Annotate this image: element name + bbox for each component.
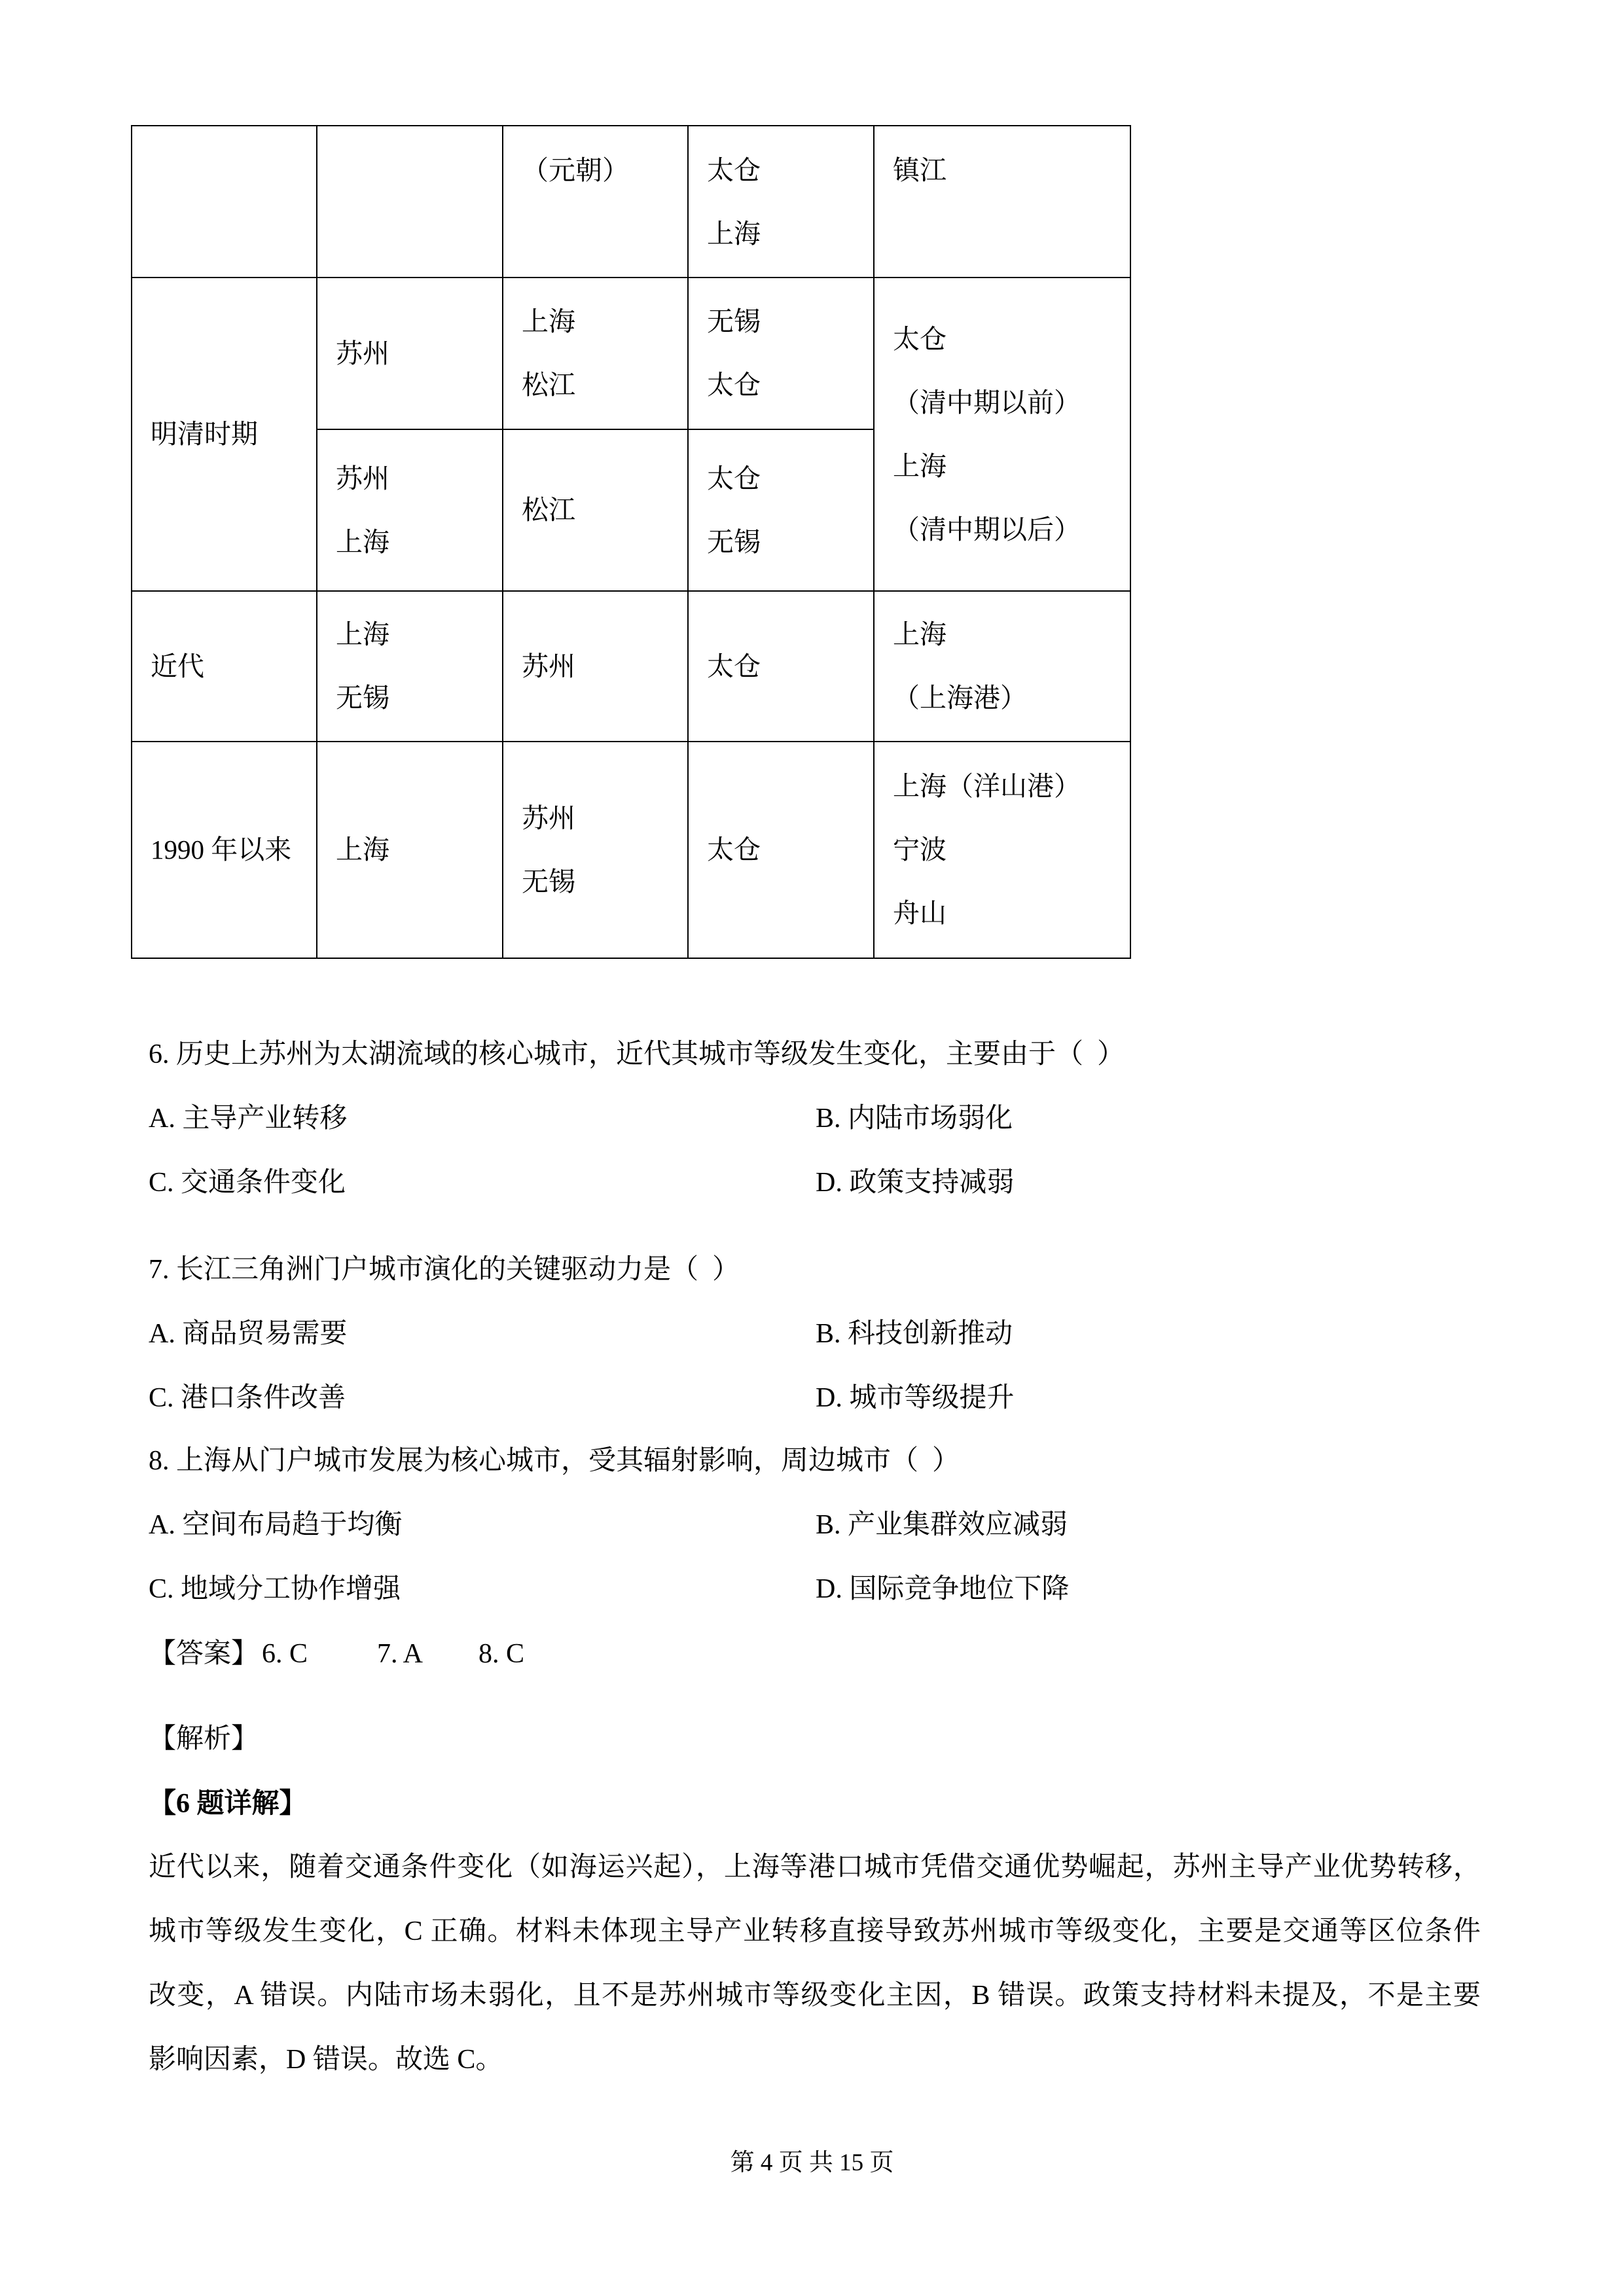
- table-row: [132, 278, 1130, 429]
- options-row: [149, 1086, 1484, 1151]
- cell-empty: [317, 126, 503, 278]
- cell-period: [132, 742, 317, 958]
- option-c: C. 港口条件改善: [149, 1383, 346, 1413]
- question-stem: 6. 历史上苏州为太湖流域的核心城市，近代其城市等级发生变化，主要由于（ ）: [149, 1039, 1125, 1069]
- city-evolution-table: [131, 125, 1131, 959]
- option-a: A. 主导产业转移: [149, 1103, 348, 1134]
- cell-line: 太仓: [707, 155, 761, 185]
- option-d: D. 城市等级提升: [816, 1383, 1015, 1413]
- paragraph-line: 城市等级发生变化，C 正确。材料未体现主导产业转移直接导致苏州城市等级变化，主要是交通等区位条件: [149, 1916, 1481, 1946]
- cell-line: 上海: [707, 219, 761, 249]
- cell-line: 上海: [893, 450, 947, 481]
- answer-item: 7. A: [377, 1639, 424, 1669]
- cell-line: （清中期以前）: [893, 387, 1081, 418]
- table-cell: [874, 591, 1130, 742]
- cell-line: 舟山: [893, 898, 947, 928]
- option-c: C. 交通条件变化: [149, 1168, 346, 1198]
- table-cell: [503, 278, 688, 429]
- cell-line: 无锡: [707, 526, 761, 557]
- options-row: [149, 1302, 1484, 1366]
- analysis-sub-label: 【6 题详解】: [149, 1789, 307, 1819]
- table-cell: [317, 278, 503, 429]
- cell-line: 松江: [522, 370, 575, 400]
- paragraph-line: 改变，A 错误。内陆市场未弱化，且不是苏州城市等级变化主因，B 错误。政策支持材料未提及，不是主要: [149, 1981, 1481, 2011]
- cell-line: 镇江: [893, 155, 947, 185]
- option-b: B. 产业集群效应减弱: [816, 1510, 1068, 1540]
- cell-line: 明清时期: [151, 419, 258, 449]
- answer-label: 【答案】: [149, 1639, 259, 1669]
- cell-line: 1990 年以来: [151, 834, 292, 865]
- paragraph-line: 影响因素，D 错误。故选 C。: [149, 2045, 503, 2075]
- cell-line: 近代: [151, 651, 204, 681]
- table-cell: [688, 429, 874, 591]
- answer-item: 8. C: [478, 1639, 525, 1669]
- cell-line: 苏州: [336, 338, 389, 368]
- answer-line: [149, 1622, 738, 1686]
- cell-period: [132, 591, 317, 742]
- table-row: [132, 126, 1130, 278]
- cell-line: 无锡: [707, 306, 761, 336]
- cell-line: 上海: [893, 619, 947, 649]
- cell-line: 太仓: [893, 323, 947, 354]
- analysis-paragraph: [149, 1835, 1481, 2092]
- cell-line: 上海: [336, 834, 389, 865]
- table-cell: [503, 742, 688, 958]
- options-row: [149, 1493, 1484, 1557]
- cell-line: 上海（洋山港）: [893, 771, 1081, 801]
- question-stem: 7. 长江三角洲门户城市演化的关键驱动力是（ ）: [149, 1255, 740, 1285]
- cell-period-empty: [132, 126, 317, 278]
- options-row: [149, 1151, 1484, 1215]
- option-d: D. 政策支持减弱: [816, 1168, 1015, 1198]
- table-cell: [503, 429, 688, 591]
- cell-line: 太仓: [707, 651, 761, 681]
- option-c: C. 地域分工协作增强: [149, 1574, 401, 1604]
- cell-line: 宁波: [893, 834, 947, 865]
- option-a: A. 空间布局趋于均衡: [149, 1510, 403, 1540]
- option-b: B. 内陆市场弱化: [816, 1103, 1013, 1134]
- cell-line: 苏州: [336, 463, 389, 493]
- analysis-label: 【解析】: [149, 1724, 259, 1754]
- table-cell: [317, 742, 503, 958]
- table-row: [132, 591, 1130, 742]
- question-6: [149, 1022, 1484, 1215]
- cell-line: 上海: [522, 306, 575, 336]
- table-cell: [688, 126, 874, 278]
- cell-line: 无锡: [522, 866, 575, 897]
- options-row: [149, 1557, 1484, 1621]
- table-cell: [503, 591, 688, 742]
- cell-line: 太仓: [707, 834, 761, 865]
- table-cell: [874, 278, 1130, 591]
- option-b: B. 科技创新推动: [816, 1319, 1013, 1349]
- cell-period: [132, 278, 317, 591]
- table-body: [132, 126, 1130, 958]
- cell-line: 苏州: [522, 651, 575, 681]
- options-row: [149, 1366, 1484, 1430]
- cell-line: 上海: [336, 619, 389, 649]
- table-cell: [688, 278, 874, 429]
- paragraph-line: 近代以来，随着交通条件变化（如海运兴起），上海等港口城市凭借交通优势崛起，苏州主导产业优势转移，: [149, 1852, 1481, 1882]
- cell-line: 太仓: [707, 463, 761, 493]
- cell-line: 上海: [336, 526, 389, 557]
- cell-line: （上海港）: [893, 683, 1027, 713]
- question-stem: 8. 上海从门户城市发展为核心城市，受其辐射影响，周边城市（ ）: [149, 1446, 960, 1476]
- table-row: [132, 742, 1130, 958]
- cell-line: 苏州: [522, 802, 575, 833]
- table-cell: [503, 126, 688, 278]
- option-d: D. 国际竞争地位下降: [816, 1574, 1070, 1604]
- table-cell: [317, 429, 503, 591]
- answer-item: 6. C: [262, 1639, 308, 1669]
- cell-line: 太仓: [707, 370, 761, 400]
- cell-line: （元朝）: [522, 155, 629, 185]
- table-cell: [874, 742, 1130, 958]
- cell-line: 无锡: [336, 683, 389, 713]
- table-cell: [688, 591, 874, 742]
- question-8: [149, 1429, 1484, 1621]
- table-cell: [688, 742, 874, 958]
- table-cell: [874, 126, 1130, 278]
- table-cell: [317, 591, 503, 742]
- page-footer: 第 4 页 共 15 页: [730, 2149, 894, 2176]
- cell-line: 松江: [522, 495, 575, 525]
- question-7: [149, 1238, 1484, 1430]
- option-a: A. 商品贸易需要: [149, 1319, 348, 1349]
- cell-line: （清中期以后）: [893, 514, 1081, 545]
